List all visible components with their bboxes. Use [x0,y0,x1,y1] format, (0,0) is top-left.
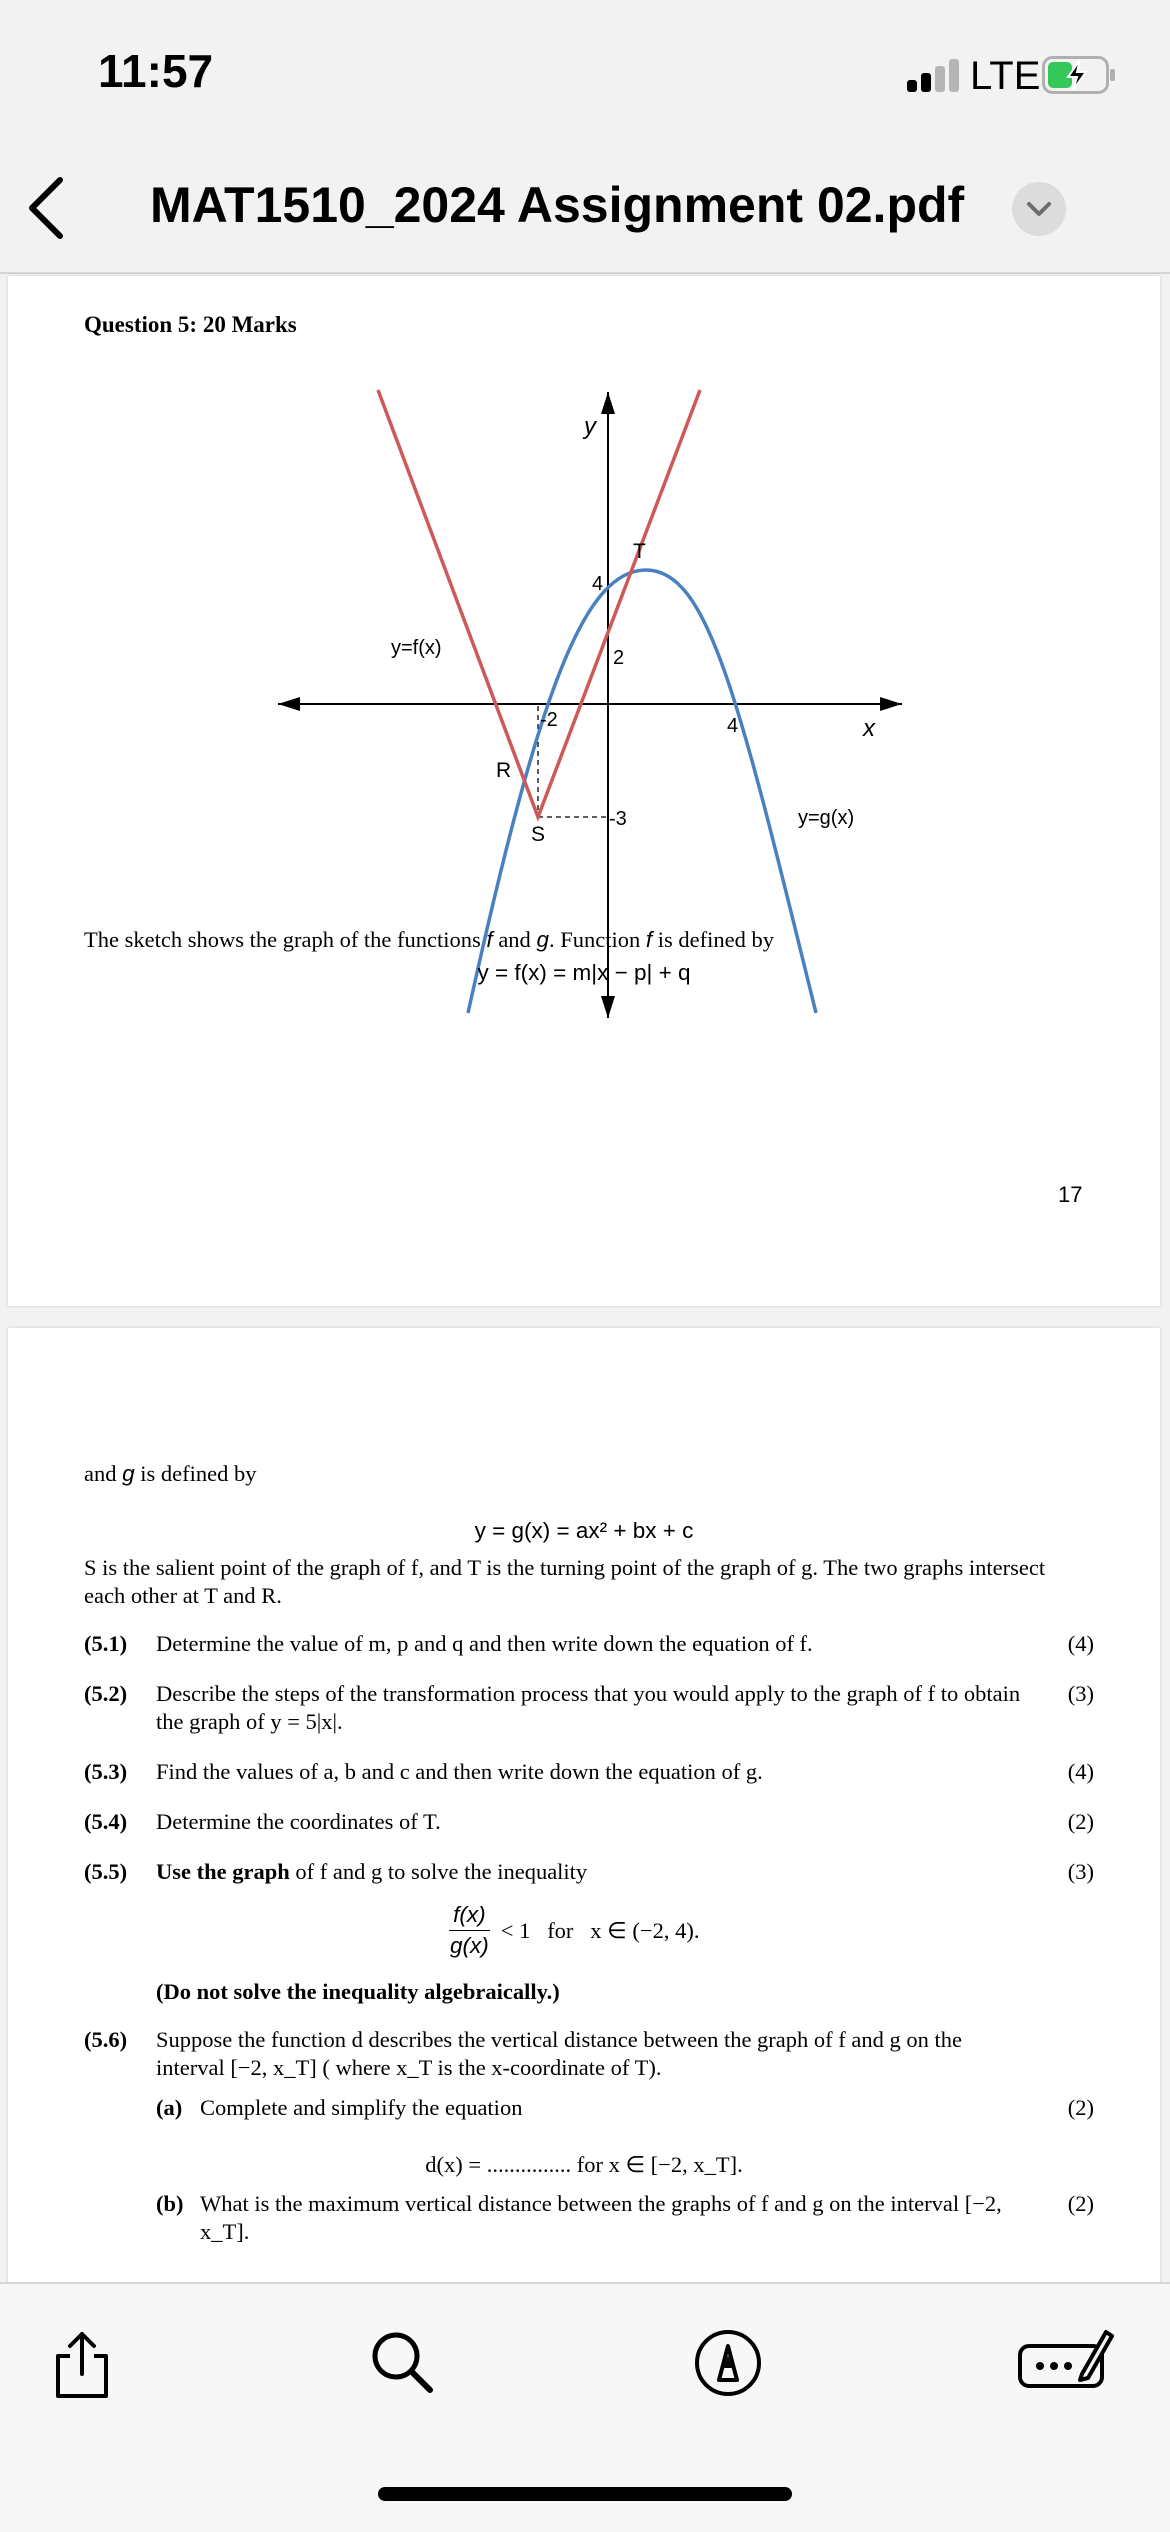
tick-4-y: 4 [592,573,604,595]
inequality [446,1902,699,1959]
network-type: LTE [970,54,1041,98]
page-number: 17 [1058,1182,1083,1207]
g-equation: y = g(x) = ax² + bx + c [474,1518,694,1543]
markup-icon[interactable] [693,2328,763,2398]
search-icon[interactable] [368,2328,436,2396]
label-T: T [633,540,646,563]
y-axis-bottom-arrow [601,996,615,1018]
label-f: y=f(x) [391,637,442,659]
form-fill-icon[interactable] [1016,2324,1116,2394]
document-title: MAT1510_2024 Assignment 02.pdf [150,177,965,233]
inequality-numerator: f(x) [449,1902,490,1931]
label-R: R [496,759,512,782]
graph-description: The sketch shows the graph of the functions f and g. Function f is defined by [84,927,774,952]
salient-line-2: each other at T and R. [84,1583,282,1608]
pdf-page-18: and g is defined by y = g(x) = ax² + bx + c S is the salient point of the graph of f, and T is the turning point of the graph of g. The two graphs intersect each other at T and R. (5.1) Determine the value of m, p and q and then write down the equation of f. (4) (5.2) Describe the steps of the transformation process that you would apply to the graph of f to obtain the graph of y = 5|x|. (3) (5.3) Find the values of a, b and c and then write down the equation of g. (4) (5.4) Determine the coordinates of T. (2) (5.5) Use the graph of f and g to solve the inequality (3) $\frac{f(x)}{g(x)}$ < 1 for x ∈ (−2, 4). (Do not solve the inequality algebraically.) (5.6) Suppose the function d describes the vertical distance between the graph of f and g on the interval [−2, x_T] ( where x_T is the x-coordinate of T). (a) Complete and simplify the equation (2) d(x) = ............... for x ∈ [−2, x_T]. (b) What is the maximum vertical distance between the graphs of f and g on the interval [−2, x_T]. (2) [8,1328,1160,2338]
battery-charging-icon [1042,56,1116,94]
y-axis-top-arrow [601,392,615,414]
tick-minus3: -3 [609,808,627,830]
tick-2-y: 2 [613,647,625,669]
label-S: S [531,823,546,846]
question-heading: Question 5: 20 Marks [84,312,297,337]
f-absolute-value [378,390,700,817]
home-indicator [378,2487,792,2501]
signal-icon [907,58,961,92]
inequality-note: (Do not solve the inequality algebraically.) [156,1979,560,2004]
status-bar [0,0,1170,140]
y-axis-label: y [584,413,596,440]
g-intro: and g is defined by [84,1461,257,1486]
title-menu-button[interactable] [1012,182,1066,236]
share-icon[interactable] [50,2326,114,2402]
x-axis-right-arrow [880,697,902,711]
pdf-page-17 [8,276,1160,1306]
chevron-down-icon [1025,198,1053,220]
f-equation: y = f(x) = m|x − p| + q [477,960,691,985]
navigation-bar [0,140,1170,274]
x-axis-left-arrow [278,697,300,711]
status-time: 11:57 [98,45,214,97]
d-equation: d(x) = ............... for x ∈ [−2, x_T]. [425,2152,743,2177]
back-chevron-icon[interactable] [22,174,70,242]
label-g: y=g(x) [798,807,855,829]
salient-line-1: S is the salient point of the graph of f, and T is the turning point of the graph of g. The two graphs intersect [84,1555,1046,1580]
x-axis-label: x [863,715,875,742]
inequality-rest: < 1 for x ∈ (−2, 4). [500,1917,700,1943]
tick-minus2-x: -2 [540,709,558,731]
inequality-denominator: g(x) [450,1933,489,1958]
tick-4-x: 4 [727,715,739,737]
salient-description [84,1554,1094,1610]
